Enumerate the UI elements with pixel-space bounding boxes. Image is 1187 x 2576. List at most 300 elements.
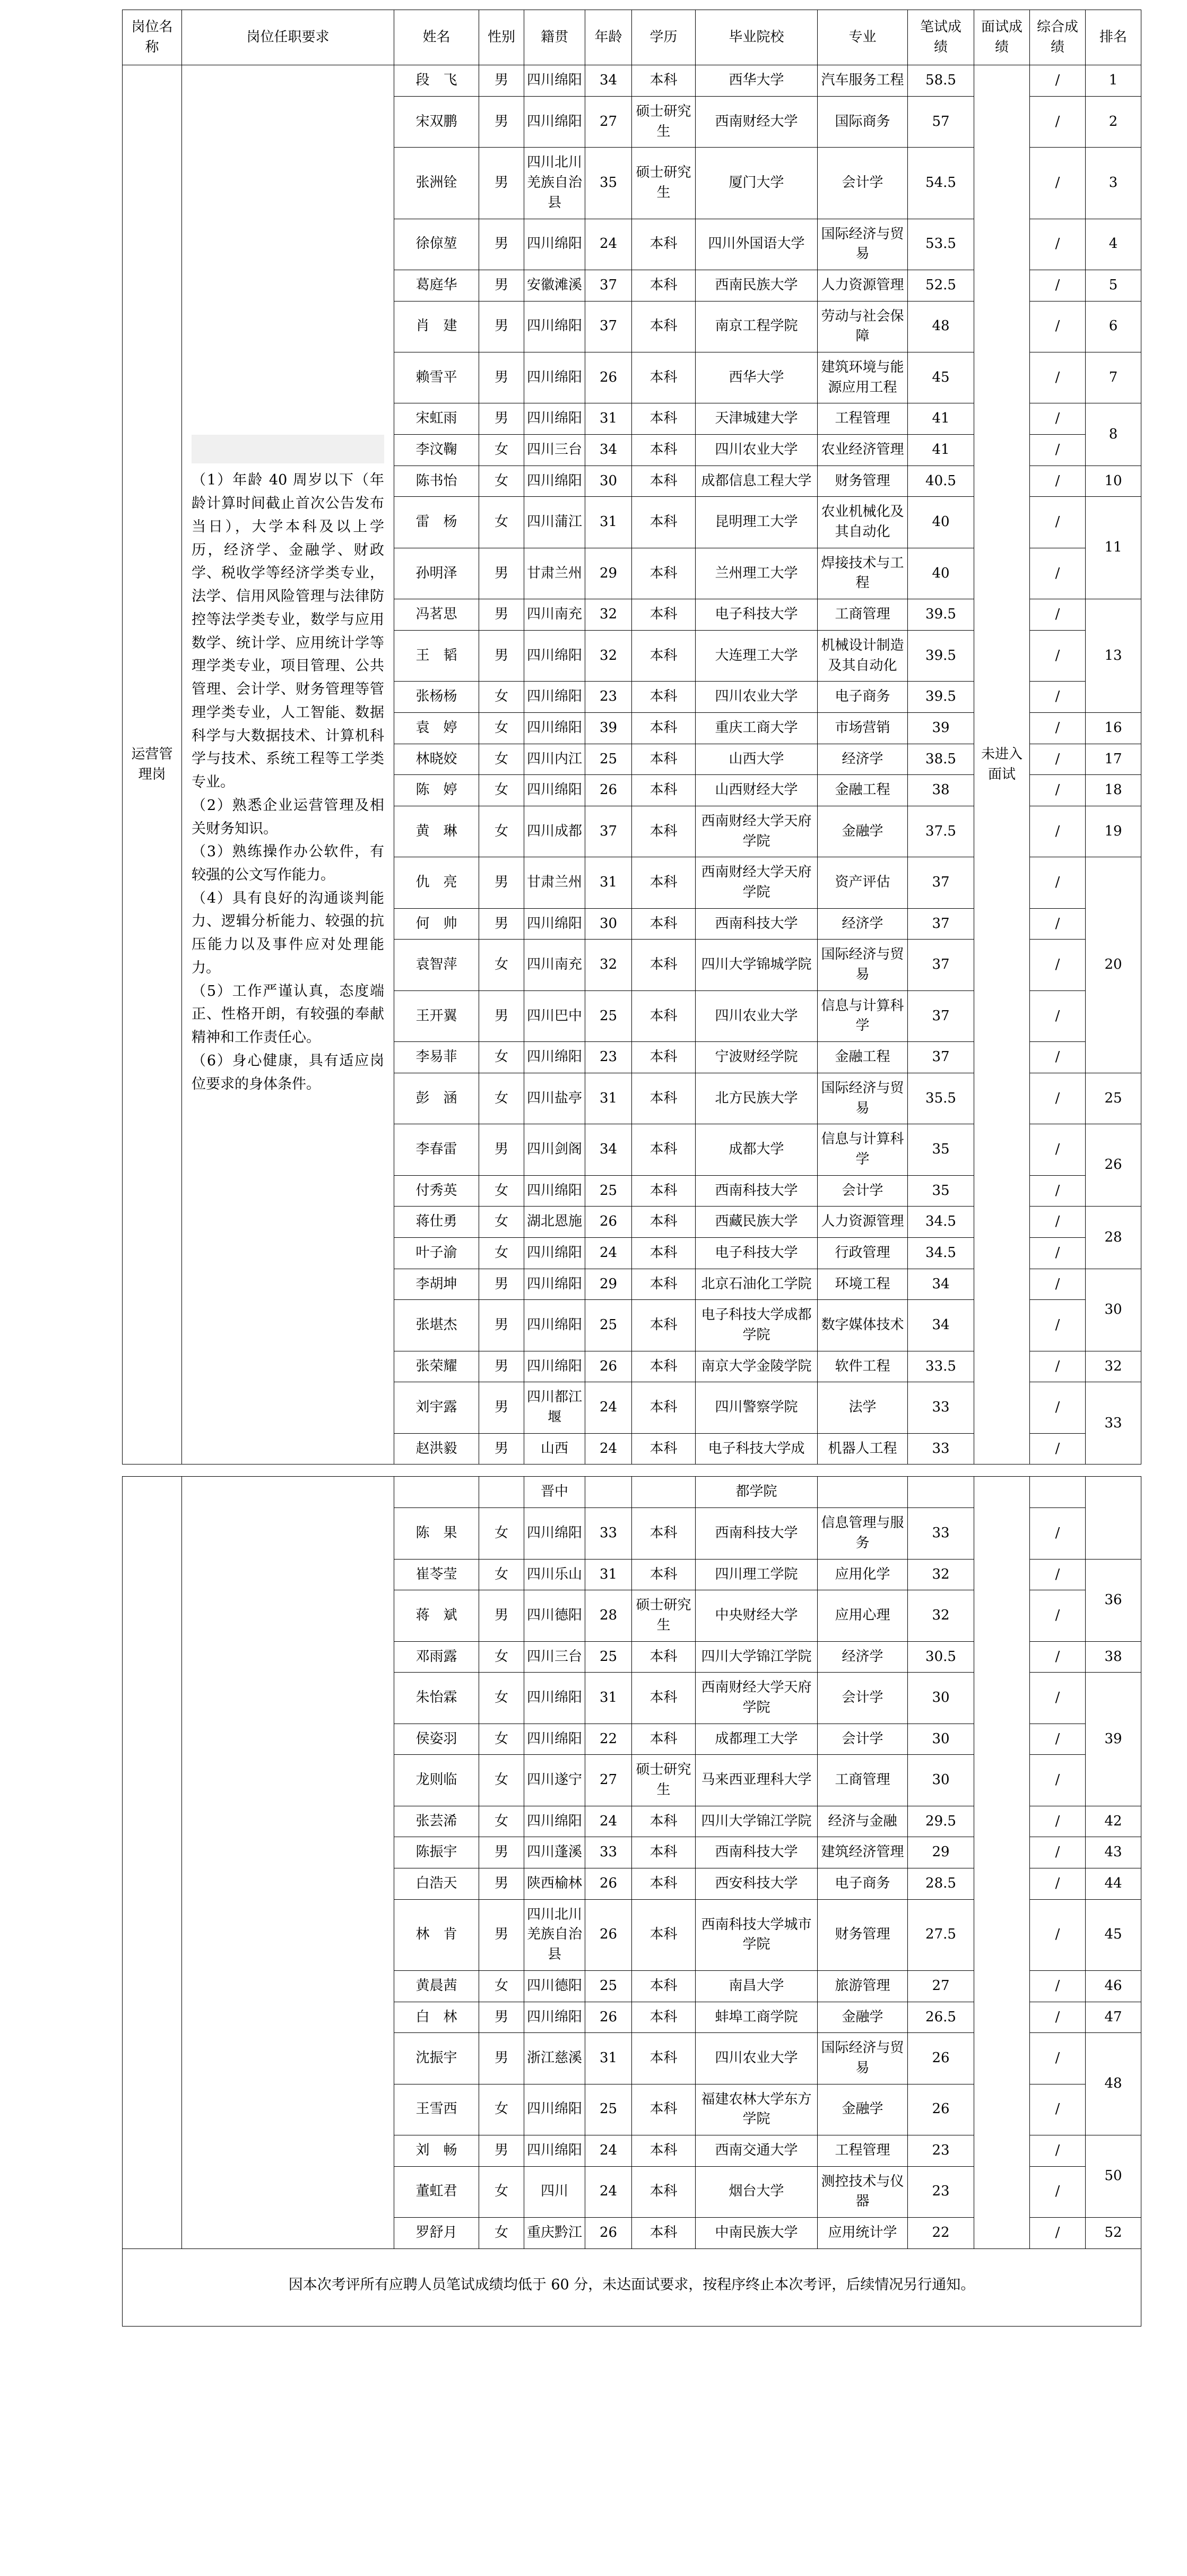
cell-overall-score: /: [1030, 1382, 1086, 1433]
interview-score-cell: 未进入面试: [974, 65, 1030, 1464]
cell-education: 本科: [632, 1673, 696, 1724]
cell-major: 财务管理: [818, 1899, 908, 1970]
cell-age: 26: [585, 1207, 632, 1238]
cell-school: 重庆工商大学: [696, 712, 818, 744]
col-header-requirements: 岗位任职要求: [182, 10, 394, 65]
cell-written-score: 37: [908, 1042, 974, 1073]
cell-name: 叶子渝: [394, 1237, 479, 1269]
cell-education: 本科: [632, 435, 696, 466]
cell-gender: 男: [479, 857, 524, 908]
col-header-education: 学历: [632, 10, 696, 65]
cell-age: 28: [585, 1590, 632, 1641]
cell-written-score: 39.5: [908, 630, 974, 681]
cell-gender: 男: [479, 1382, 524, 1433]
cell-major: 电子商务: [818, 682, 908, 713]
cell-overall-score: /: [1030, 466, 1086, 497]
cell-name: 林 肯: [394, 1899, 479, 1970]
cell-school: 电子科技大学: [696, 1237, 818, 1269]
cell-school: 宁波财经学院: [696, 1042, 818, 1073]
cell-school: 烟台大学: [696, 2166, 818, 2217]
cell-written-score: 33: [908, 1508, 974, 1559]
cell-gender: 女: [479, 744, 524, 775]
cell-school: 西安科技大学: [696, 1868, 818, 1900]
cell-hometown: 四川绵阳: [524, 1300, 585, 1351]
cell-hometown: 四川三台: [524, 1641, 585, 1673]
cell-education: [632, 1477, 696, 1508]
cell-gender: 女: [479, 1207, 524, 1238]
cell-education: 本科: [632, 2135, 696, 2166]
cell-hometown: 四川德阳: [524, 1590, 585, 1641]
cell-school: 南京大学金陵学院: [696, 1351, 818, 1382]
cell-rank: 48: [1086, 2033, 1141, 2135]
col-header-major: 专业: [818, 10, 908, 65]
cell-overall-score: /: [1030, 1269, 1086, 1300]
cell-written-score: 40.5: [908, 466, 974, 497]
cell-major: 会计学: [818, 148, 908, 219]
cell-major: 国际经济与贸易: [818, 219, 908, 270]
cell-overall-score: /: [1030, 857, 1086, 908]
cell-rank: 38: [1086, 1641, 1141, 1673]
cell-name: 张堪杰: [394, 1300, 479, 1351]
cell-written-score: 33: [908, 1433, 974, 1464]
table-row: [123, 65, 1141, 97]
col-header-interview-score: 面试成绩: [974, 10, 1030, 65]
cell-major: 应用统计学: [818, 2218, 908, 2249]
cell-hometown: 四川南充: [524, 599, 585, 631]
cell-school: 四川大学锦江学院: [696, 1641, 818, 1673]
position-name-cell: [123, 1477, 182, 2248]
cell-rank: 3: [1086, 148, 1141, 219]
cell-hometown: 四川绵阳: [524, 1508, 585, 1559]
cell-name: 肖 建: [394, 301, 479, 352]
cell-hometown: 四川绵阳: [524, 65, 585, 97]
cell-age: 37: [585, 301, 632, 352]
cell-rank: 45: [1086, 1899, 1141, 1970]
cell-gender: 男: [479, 1124, 524, 1175]
cell-hometown: 四川绵阳: [524, 682, 585, 713]
cell-school: 西南科技大学: [696, 908, 818, 940]
cell-age: 26: [585, 1351, 632, 1382]
requirements-cell: [182, 65, 394, 1464]
cell-hometown: 湖北恩施: [524, 1207, 585, 1238]
cell-rank: [1086, 1477, 1141, 1559]
cell-school: 中南民族大学: [696, 2218, 818, 2249]
cell-gender: 女: [479, 435, 524, 466]
cell-age: 26: [585, 775, 632, 806]
cell-overall-score: /: [1030, 1559, 1086, 1590]
cell-age: 23: [585, 1042, 632, 1073]
cell-written-score: 37: [908, 990, 974, 1041]
cell-gender: 女: [479, 1673, 524, 1724]
cell-age: 24: [585, 1806, 632, 1837]
requirement-item: （4）具有良好的沟通谈判能力、逻辑分析能力、较强的抗压能力以及事件应对处理能力。: [192, 890, 384, 976]
cell-overall-score: /: [1030, 1175, 1086, 1207]
cell-name: 彭 涵: [394, 1073, 479, 1124]
cell-hometown: 四川盐亭: [524, 1073, 585, 1124]
requirement-item: （2）熟悉企业运营管理及相关财务知识。: [192, 797, 384, 837]
cell-name: 王 韬: [394, 630, 479, 681]
cell-overall-score: /: [1030, 1300, 1086, 1351]
cell-gender: 男: [479, 97, 524, 148]
cell-gender: 女: [479, 2084, 524, 2135]
cell-hometown: 山西: [524, 1433, 585, 1464]
cell-hometown: 四川成都: [524, 806, 585, 857]
cell-hometown: 安徽滩溪: [524, 270, 585, 301]
cell-rank: 36: [1086, 1559, 1141, 1641]
cell-gender: 男: [479, 301, 524, 352]
cell-age: 25: [585, 1970, 632, 2002]
cell-hometown: 四川绵阳: [524, 1806, 585, 1837]
cell-rank: 18: [1086, 775, 1141, 806]
cell-age: 29: [585, 548, 632, 599]
cell-name: 陈振宇: [394, 1837, 479, 1868]
cell-age: 24: [585, 1433, 632, 1464]
cell-hometown: 四川内江: [524, 744, 585, 775]
cell-name: 李易菲: [394, 1042, 479, 1073]
cell-hometown: 四川绵阳: [524, 712, 585, 744]
cell-overall-score: /: [1030, 1073, 1086, 1124]
cell-school: 西南科技大学城市学院: [696, 1899, 818, 1970]
cell-rank: 13: [1086, 599, 1141, 713]
cell-hometown: 四川绵阳: [524, 2002, 585, 2033]
cell-education: 本科: [632, 2033, 696, 2084]
cell-rank: 43: [1086, 1837, 1141, 1868]
cell-major: 测控技术与仪器: [818, 2166, 908, 2217]
cell-education: 硕士研究生: [632, 148, 696, 219]
cell-age: 31: [585, 2033, 632, 2084]
cell-hometown: 四川绵阳: [524, 1673, 585, 1724]
cell-hometown: 甘肃兰州: [524, 548, 585, 599]
cell-written-score: 54.5: [908, 148, 974, 219]
cell-overall-score: /: [1030, 2084, 1086, 2135]
cell-age: 32: [585, 599, 632, 631]
cell-name: 李春雷: [394, 1124, 479, 1175]
cell-overall-score: /: [1030, 403, 1086, 435]
cell-overall-score: /: [1030, 1837, 1086, 1868]
cell-name: 陈 果: [394, 1508, 479, 1559]
cell-major: [818, 1477, 908, 1508]
cell-name: 刘 畅: [394, 2135, 479, 2166]
cell-major: 信息管理与服务: [818, 1508, 908, 1559]
cell-gender: 女: [479, 1970, 524, 2002]
cell-school: 四川农业大学: [696, 2033, 818, 2084]
cell-gender: 女: [479, 1073, 524, 1124]
cell-major: 应用化学: [818, 1559, 908, 1590]
cell-gender: 男: [479, 2135, 524, 2166]
cell-name: 张芸浠: [394, 1806, 479, 1837]
cell-overall-score: /: [1030, 1590, 1086, 1641]
cell-education: 本科: [632, 1724, 696, 1755]
cell-hometown: 四川南充: [524, 940, 585, 990]
cell-major: 国际商务: [818, 97, 908, 148]
cell-gender: 女: [479, 1755, 524, 1806]
cell-education: 本科: [632, 1175, 696, 1207]
cell-rank: 5: [1086, 270, 1141, 301]
cell-education: 本科: [632, 599, 696, 631]
cell-written-score: 40: [908, 548, 974, 599]
cell-age: 31: [585, 403, 632, 435]
cell-age: 29: [585, 1269, 632, 1300]
cell-school: 厦门大学: [696, 148, 818, 219]
cell-major: 金融学: [818, 806, 908, 857]
cell-major: 信息与计算科学: [818, 1124, 908, 1175]
requirement-item: （5）工作严谨认真，态度端正、性格开朗，有较强的奉献精神和工作责任心。: [192, 983, 384, 1046]
cell-education: 本科: [632, 2084, 696, 2135]
cell-written-score: 27: [908, 1970, 974, 2002]
cell-overall-score: /: [1030, 1207, 1086, 1238]
cell-education: 本科: [632, 940, 696, 990]
cell-written-score: 34.5: [908, 1207, 974, 1238]
cell-overall-score: /: [1030, 1508, 1086, 1559]
cell-education: 本科: [632, 270, 696, 301]
cell-rank: 2: [1086, 97, 1141, 148]
cell-age: 26: [585, 2218, 632, 2249]
cell-age: 32: [585, 940, 632, 990]
cell-education: 本科: [632, 1899, 696, 1970]
results-table-page1: [122, 10, 1141, 1464]
cell-age: 39: [585, 712, 632, 744]
cell-name: 张荣耀: [394, 1351, 479, 1382]
cell-overall-score: /: [1030, 1351, 1086, 1382]
cell-overall-score: /: [1030, 301, 1086, 352]
cell-major: 法学: [818, 1382, 908, 1433]
cell-major: 市场营销: [818, 712, 908, 744]
cell-hometown: 四川绵阳: [524, 1237, 585, 1269]
cell-education: 本科: [632, 1433, 696, 1464]
cell-written-score: 30: [908, 1673, 974, 1724]
cell-hometown: 四川绵阳: [524, 1269, 585, 1300]
cell-gender: 女: [479, 1042, 524, 1073]
cell-name: 林晓姣: [394, 744, 479, 775]
cell-overall-score: /: [1030, 712, 1086, 744]
cell-hometown: 陕西榆林: [524, 1868, 585, 1900]
cell-major: 会计学: [818, 1724, 908, 1755]
cell-major: 资产评估: [818, 857, 908, 908]
cell-hometown: 四川绵阳: [524, 2135, 585, 2166]
cell-gender: 女: [479, 940, 524, 990]
cell-major: 工商管理: [818, 1755, 908, 1806]
cell-overall-score: /: [1030, 2166, 1086, 2217]
cell-education: 本科: [632, 1269, 696, 1300]
cell-age: 23: [585, 682, 632, 713]
cell-name: 袁 婷: [394, 712, 479, 744]
cell-written-score: 41: [908, 435, 974, 466]
cell-age: 34: [585, 65, 632, 97]
cell-overall-score: /: [1030, 1970, 1086, 2002]
cell-hometown: 四川遂宁: [524, 1755, 585, 1806]
cell-overall-score: /: [1030, 352, 1086, 403]
col-header-written-score: 笔试成绩: [908, 10, 974, 65]
cell-overall-score: /: [1030, 2218, 1086, 2249]
cell-hometown: 四川蓬溪: [524, 1837, 585, 1868]
cell-rank: 16: [1086, 712, 1141, 744]
cell-overall-score: /: [1030, 1237, 1086, 1269]
cell-hometown: 四川都江堰: [524, 1382, 585, 1433]
cell-hometown: 四川北川羌族自治县: [524, 1899, 585, 1970]
cell-rank: 46: [1086, 1970, 1141, 2002]
cell-age: 24: [585, 1237, 632, 1269]
cell-name: 宋双鹏: [394, 97, 479, 148]
cell-name: 张杨杨: [394, 682, 479, 713]
cell-hometown: 四川绵阳: [524, 403, 585, 435]
cell-age: 33: [585, 1508, 632, 1559]
cell-school: 兰州理工大学: [696, 548, 818, 599]
cell-rank: 50: [1086, 2135, 1141, 2217]
cell-education: 本科: [632, 2218, 696, 2249]
cell-overall-score: /: [1030, 1641, 1086, 1673]
cell-overall-score: /: [1030, 744, 1086, 775]
cell-school: 西南财经大学天府学院: [696, 806, 818, 857]
cell-major: 旅游管理: [818, 1970, 908, 2002]
cell-school: 天津城建大学: [696, 403, 818, 435]
cell-major: 人力资源管理: [818, 1207, 908, 1238]
cell-school: 四川大学锦城学院: [696, 940, 818, 990]
cell-written-score: 23: [908, 2135, 974, 2166]
cell-name: 朱怡霖: [394, 1673, 479, 1724]
cell-education: 本科: [632, 2002, 696, 2033]
cell-rank: 42: [1086, 1806, 1141, 1837]
cell-school: 昆明理工大学: [696, 497, 818, 548]
cell-school: 西南财经大学天府学院: [696, 1673, 818, 1724]
cell-gender: 女: [479, 497, 524, 548]
cell-gender: 女: [479, 712, 524, 744]
cell-education: 本科: [632, 990, 696, 1041]
cell-school: 山西大学: [696, 744, 818, 775]
cell-name: 邓雨露: [394, 1641, 479, 1673]
cell-major: 金融学: [818, 2002, 908, 2033]
cell-education: 硕士研究生: [632, 1755, 696, 1806]
cell-age: 26: [585, 352, 632, 403]
cell-hometown: 四川绵阳: [524, 630, 585, 681]
cell-written-score: 39.5: [908, 599, 974, 631]
cell-education: 本科: [632, 712, 696, 744]
cell-name: 葛庭华: [394, 270, 479, 301]
cell-gender: [479, 1477, 524, 1508]
cell-gender: 男: [479, 403, 524, 435]
cell-name: 宋虹雨: [394, 403, 479, 435]
cell-written-score: 29: [908, 1837, 974, 1868]
cell-overall-score: /: [1030, 1042, 1086, 1073]
cell-name: 段 飞: [394, 65, 479, 97]
cell-education: 本科: [632, 1351, 696, 1382]
cell-gender: 男: [479, 1868, 524, 1900]
cell-education: 本科: [632, 1641, 696, 1673]
col-header-overall-score: 综合成绩: [1030, 10, 1086, 65]
cell-age: 26: [585, 1899, 632, 1970]
cell-written-score: 38.5: [908, 744, 974, 775]
cell-name: 黄晨茜: [394, 1970, 479, 2002]
cell-hometown: 四川绵阳: [524, 775, 585, 806]
cell-age: 25: [585, 990, 632, 1041]
cell-major: 经济学: [818, 744, 908, 775]
cell-education: 本科: [632, 466, 696, 497]
cell-major: 机械设计制造及其自动化: [818, 630, 908, 681]
cell-age: 27: [585, 1755, 632, 1806]
cell-age: 34: [585, 435, 632, 466]
cell-overall-score: /: [1030, 908, 1086, 940]
cell-school: 马来西亚理科大学: [696, 1755, 818, 1806]
cell-written-score: 26: [908, 2033, 974, 2084]
cell-age: 31: [585, 857, 632, 908]
cell-school: 四川警察学院: [696, 1382, 818, 1433]
cell-school: 西南科技大学: [696, 1175, 818, 1207]
cell-school: 北京石油化工学院: [696, 1269, 818, 1300]
cell-age: 24: [585, 2166, 632, 2217]
cell-name: 董虹君: [394, 2166, 479, 2217]
cell-written-score: 37: [908, 908, 974, 940]
cell-education: 本科: [632, 1837, 696, 1868]
cell-overall-score: /: [1030, 1724, 1086, 1755]
cell-written-score: 22: [908, 2218, 974, 2249]
cell-overall-score: /: [1030, 219, 1086, 270]
cell-major: 机器人工程: [818, 1433, 908, 1464]
cell-gender: 男: [479, 65, 524, 97]
cell-education: 本科: [632, 1237, 696, 1269]
cell-overall-score: /: [1030, 940, 1086, 990]
cell-age: 26: [585, 1868, 632, 1900]
cell-education: 本科: [632, 630, 696, 681]
cell-education: 本科: [632, 1073, 696, 1124]
cell-overall-score: /: [1030, 548, 1086, 599]
cell-school: 西华大学: [696, 65, 818, 97]
cell-major: 建筑环境与能源应用工程: [818, 352, 908, 403]
cell-age: 33: [585, 1837, 632, 1868]
cell-written-score: 26.5: [908, 2002, 974, 2033]
col-header-rank: 排名: [1086, 10, 1141, 65]
cell-age: 37: [585, 270, 632, 301]
requirement-item: （6）身心健康，具有适应岗位要求的身体条件。: [192, 1052, 384, 1092]
cell-rank: 39: [1086, 1673, 1141, 1806]
cell-school: 西南财经大学天府学院: [696, 857, 818, 908]
cell-gender: 女: [479, 466, 524, 497]
cell-major: 应用心理: [818, 1590, 908, 1641]
cell-hometown: 四川绵阳: [524, 2084, 585, 2135]
cell-written-score: 40: [908, 497, 974, 548]
cell-age: 25: [585, 1300, 632, 1351]
cell-written-score: 28.5: [908, 1868, 974, 1900]
cell-overall-score: /: [1030, 97, 1086, 148]
cell-written-score: 30: [908, 1724, 974, 1755]
cell-written-score: 41: [908, 403, 974, 435]
cell-major: 国际经济与贸易: [818, 940, 908, 990]
cell-school: 都学院: [696, 1477, 818, 1508]
cell-overall-score: /: [1030, 1433, 1086, 1464]
cell-overall-score: /: [1030, 2033, 1086, 2084]
cell-education: 本科: [632, 1300, 696, 1351]
cell-hometown: 四川绵阳: [524, 1042, 585, 1073]
requirements-cell: [182, 1477, 394, 2248]
cell-gender: 女: [479, 2218, 524, 2249]
cell-education: 本科: [632, 744, 696, 775]
cell-education: 本科: [632, 908, 696, 940]
cell-rank: 17: [1086, 744, 1141, 775]
cell-rank: 47: [1086, 2002, 1141, 2033]
cell-name: 侯姿羽: [394, 1724, 479, 1755]
cell-school: 中央财经大学: [696, 1590, 818, 1641]
cell-hometown: 四川绵阳: [524, 1724, 585, 1755]
cell-rank: 6: [1086, 301, 1141, 352]
cell-school: 四川农业大学: [696, 682, 818, 713]
cell-name: [394, 1477, 479, 1508]
footer-row: [123, 2248, 1141, 2326]
cell-age: 25: [585, 2084, 632, 2135]
cell-hometown: 晋中: [524, 1477, 585, 1508]
cell-hometown: 四川北川羌族自治县: [524, 148, 585, 219]
cell-name: 赖雪平: [394, 352, 479, 403]
cell-overall-score: [1030, 1477, 1086, 1508]
cell-major: 经济与金融: [818, 1806, 908, 1837]
cell-education: 硕士研究生: [632, 97, 696, 148]
